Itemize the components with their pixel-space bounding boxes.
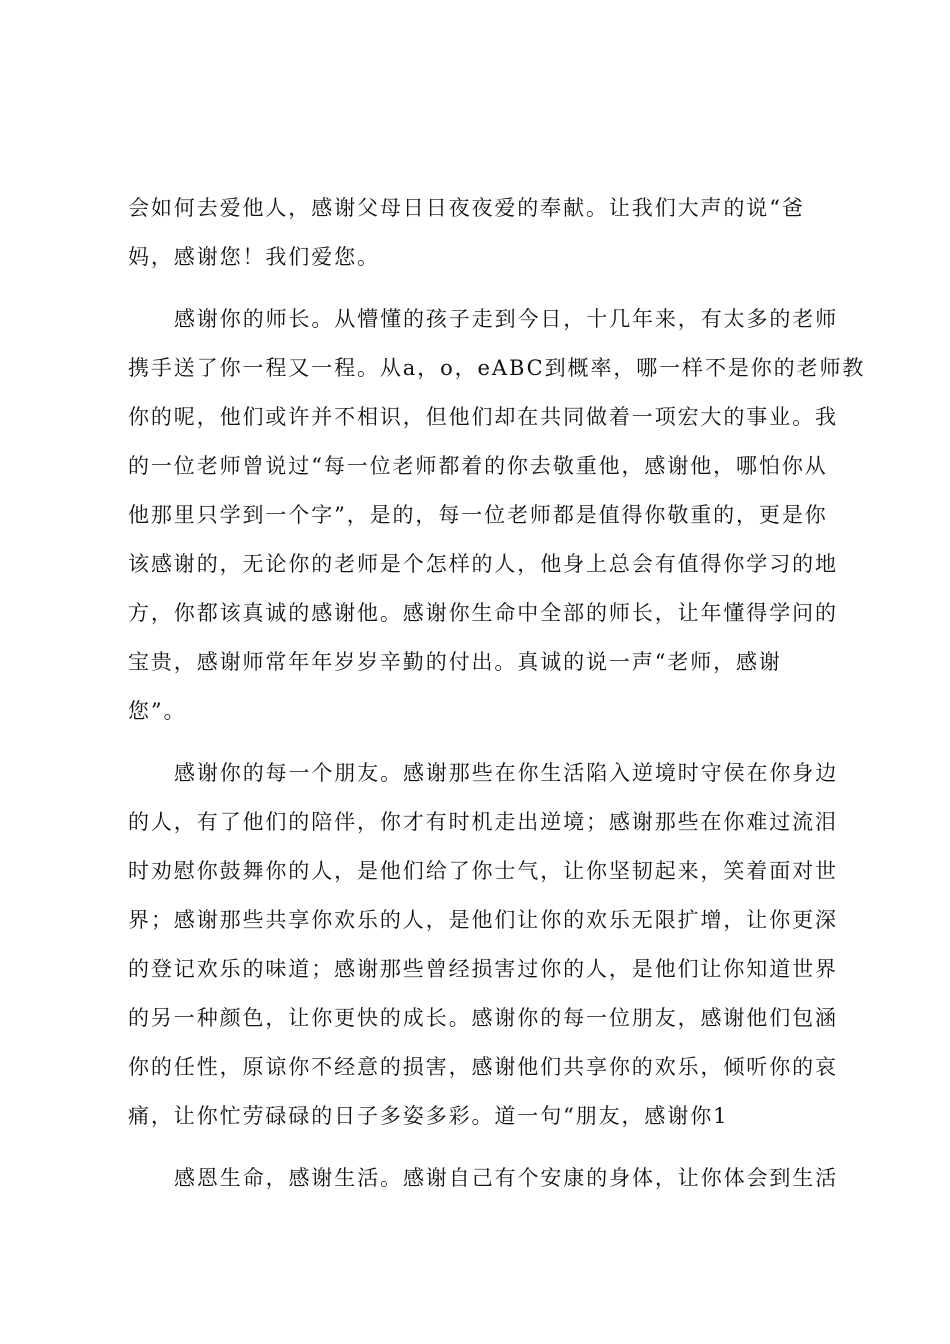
paragraph-life [128,1158,839,1207]
text-line: 时劝慰你鼓舞你的人，是他们给了你士气，让你坚韧起来，笑着面对世 [128,859,838,883]
paragraph-parents [128,188,832,286]
text-line: 您”。 [128,699,187,723]
text-line: 的登记欢乐的味道；感谢那些曾经损害过你的人，是他们让你知道世界 [128,957,838,981]
text-line: 感谢你的每一个朋友。感谢那些在你生活陷入逆境时守侯在你身边 [174,761,839,785]
text-line: 的另一种颜色，让你更快的成长。感谢你的每一位朋友，感谢他们包涵 [128,1006,838,1030]
paragraph-friends [128,753,839,1145]
text-line: 宝贵，感谢师常年年岁岁辛勤的付出。真诚的说一声“老师，感谢 [128,650,782,674]
text-line: 界；感谢那些共享你欢乐的人，是他们让你的欢乐无限扩增，让你更深 [128,908,838,932]
text-line: 他那里只学到一个字”，是的，每一位老师都是值得你敬重的，更是你 [128,503,828,527]
text-line: 你的呢，他们或许并不相识，但他们却在共同做着一项宏大的事业。我 [128,405,838,429]
text-line: 携手送了你一程又一程。从a，o，eABC到概率，哪一样不是你的老师教 [128,356,866,380]
text-line: 妈，感谢您！我们爱您。 [128,245,380,269]
text-line: 会如何去爱他人，感谢父母日日夜夜爱的奉献。让我们大声的说“爸 [128,196,805,220]
text-line: 感谢你的师长。从懵懂的孩子走到今日，十几年来，有太多的老师 [174,307,839,331]
text-line: 你的任性，原谅你不经意的损害，感谢他们共享你的欢乐，倾听你的哀 [128,1055,838,1079]
text-line: 痛，让你忙劳碌碌的日子多姿多彩。道一句“朋友，感谢你1 [128,1104,729,1128]
text-line: 的一位老师曾说过“每一位老师都着的你去敬重他，感谢他，哪怕你从 [128,454,828,478]
text-line: 的人，有了他们的陪伴，你才有时机走出逆境；感谢那些在你难过流泪 [128,810,838,834]
text-line: 方，你都该真诚的感谢他。感谢你生命中全部的师长，让年懂得学问的 [128,601,838,625]
text-line: 感恩生命，感谢生活。感谢自己有个安康的身体，让你体会到生活 [174,1166,839,1190]
paragraph-teachers [128,299,866,740]
body-text [128,188,866,1207]
text-line: 该感谢的，无论你的老师是个怎样的人，他身上总会有值得你学习的地 [128,552,838,576]
